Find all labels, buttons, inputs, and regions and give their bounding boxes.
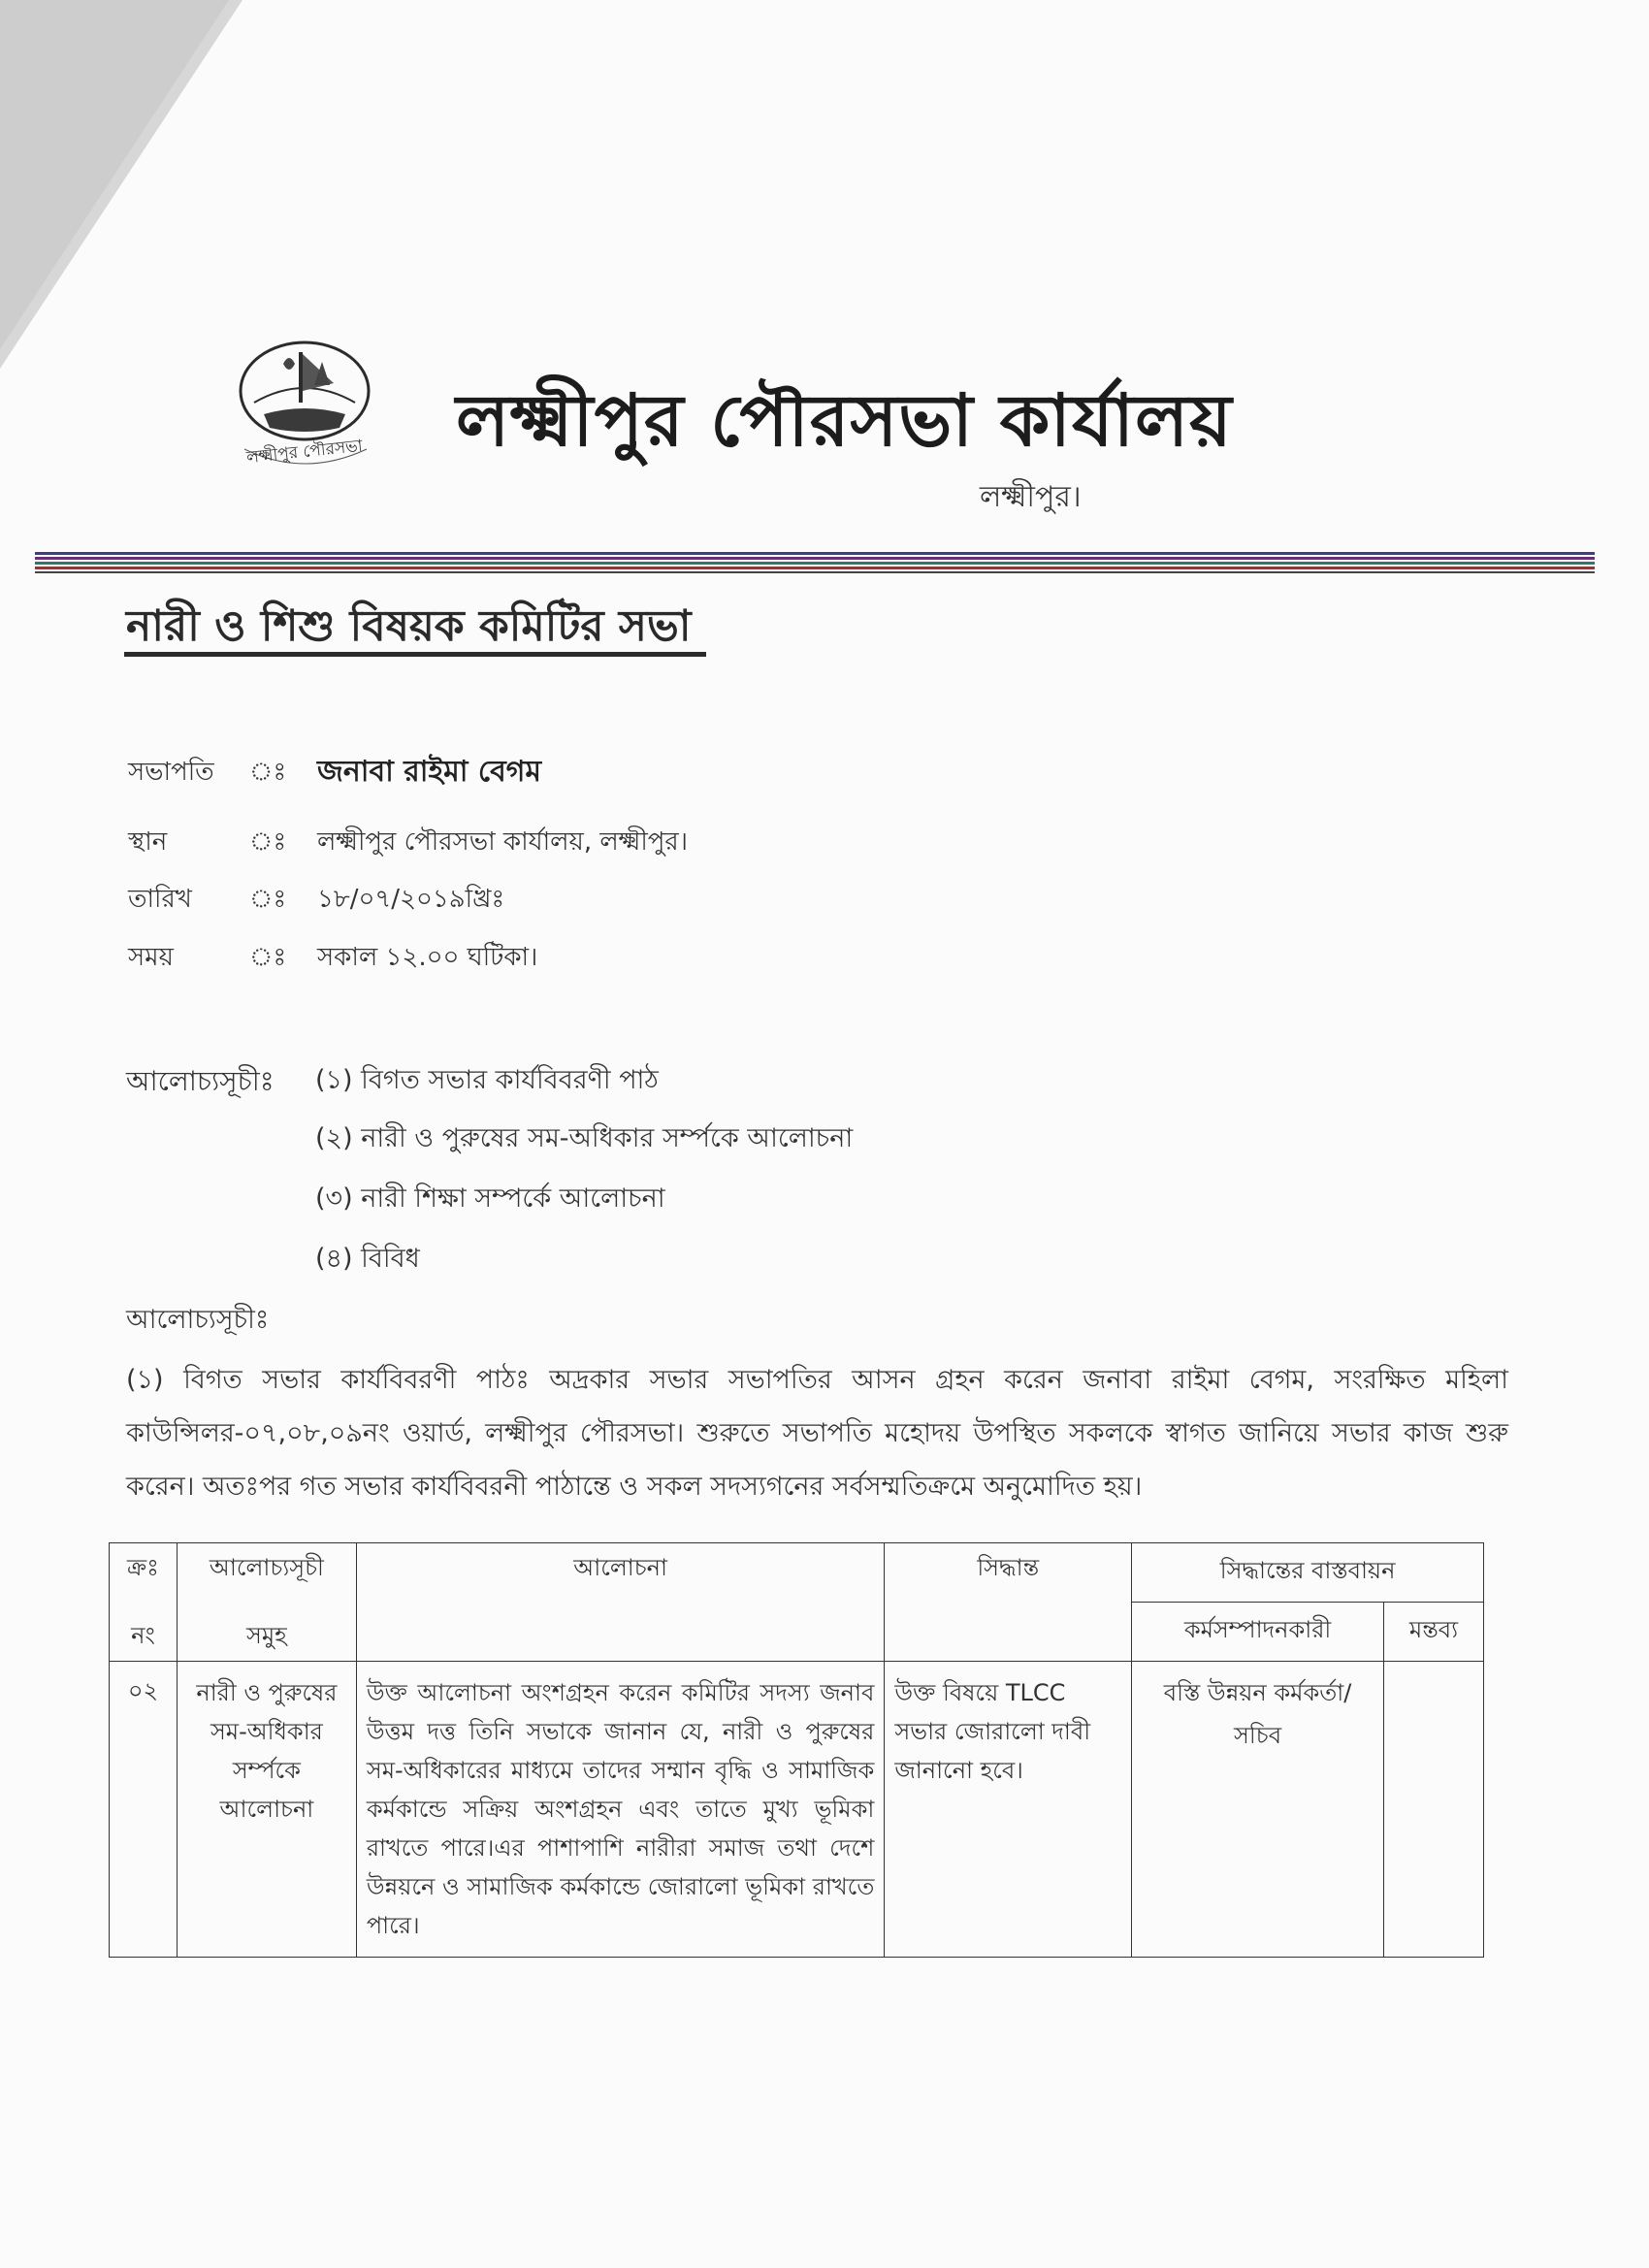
row-implementer bbox=[1132, 1662, 1384, 1958]
agenda-item-4: (৪) বিবিধ bbox=[315, 1244, 420, 1274]
header-serial-top: ক্রঃ bbox=[127, 1554, 159, 1581]
meeting-title: নারী ও শিশু বিষয়ক কমিটির সভা bbox=[126, 601, 692, 651]
minutes-paragraph: (১) বিগত সভার কার্যবিবরণী পাঠঃ অদ্রকার সভার সভাপতির আসন গ্রহন করেন জনাবা রাইমা বেগম, সংরক্ষিত মহিলা কাউন্সিলর-০৭,০৮,০৯নং ওয়ার্ড, লক্ষ্মীপুর পৌরসভা। শুরুতে সভাপতি মহোদয় উপস্থিত সকলকে স্বাগত জানিয়ে সভার কাজ শুরু করেন। অতঃপর গত সভার কার্যবিবরনী পাঠান্তে ও সকল সদস্যগনের সর্বসম্মতিক্রমে অনুমোদিত হয়। bbox=[126, 1365, 1508, 1502]
header-remarks: মন্তব্য bbox=[1384, 1603, 1484, 1662]
header-discussion bbox=[356, 1543, 884, 1662]
header-topic bbox=[177, 1543, 356, 1662]
time-value: সকাল ১২.০০ ঘটিকা। bbox=[317, 943, 538, 972]
discussion-label: আলোচ্যসূচীঃ bbox=[126, 1305, 270, 1335]
row-remarks bbox=[1384, 1662, 1484, 1958]
meeting-title-underline bbox=[124, 652, 706, 657]
header-serial-bottom: নং bbox=[131, 1622, 155, 1649]
agenda-item-2: (২) নারী ও পুরুষের সম-অধিকার সর্ম্পকে আলোচনা bbox=[315, 1123, 854, 1153]
row-topic: নারী ও পুরুষের সম-অধিকার সর্ম্পকে আলোচনা bbox=[177, 1662, 356, 1958]
table-header-row bbox=[110, 1543, 1484, 1603]
page-fold-shadow bbox=[0, 0, 229, 349]
header-serial bbox=[110, 1543, 178, 1662]
agenda-item-1: (১) বিগত সভার কার্যবিবরণী পাঠ bbox=[315, 1065, 659, 1095]
venue-label: স্থান bbox=[128, 827, 168, 857]
date-colon: ঃ bbox=[249, 885, 287, 914]
chairperson-label: সভাপতি bbox=[128, 758, 214, 787]
row-serial: ০২ bbox=[110, 1662, 178, 1958]
chairperson-colon: ঃ bbox=[249, 758, 287, 787]
header-topic-top: আলোচ্যসূচী bbox=[209, 1554, 324, 1581]
minutes-table bbox=[109, 1542, 1484, 1958]
chairperson-value: জনাবা রাইমা বেগম bbox=[317, 755, 542, 789]
date-label: তারিখ bbox=[128, 885, 192, 914]
municipality-logo bbox=[225, 335, 385, 480]
date-value: ১৮/০৭/২০১৯খ্রিঃ bbox=[317, 885, 505, 914]
header-implementation: সিদ্ধান্তের বাস্তবায়ন bbox=[1132, 1543, 1484, 1603]
row-discussion: উক্ত আলোচনা অংশগ্রহন করেন কমিটির সদস্য জনাব উত্তম দত্ত তিনি সভাকে জানান যে, নারী ও পুরুষের সম-অধিকারের মাধ্যমে তাদের সম্মান বৃদ্ধি ও সামাজিক কর্মকান্ডে সক্রিয় অংশগ্রহন এবং তাতে মুখ্য ভূমিকা রাখতে পারে।এর পাশাপাশি নারীরা সমাজ তথা দেশে উন্নয়নে ও সামাজিক কর্মকান্ডে জোরালো ভূমিকা রাখতে পারে। bbox=[356, 1662, 884, 1958]
header-implementer: কর্মসম্পাদনকারী bbox=[1132, 1603, 1384, 1662]
header-decision-label: সিদ্ধান্ত bbox=[977, 1554, 1040, 1581]
office-subtitle: লক্ষ্মীপুর। bbox=[980, 480, 1082, 514]
agenda-label: আলোচ্যসূচীঃ bbox=[126, 1065, 275, 1097]
office-title: লক্ষ্মীপুর পৌরসভা কার্যালয় bbox=[456, 379, 1233, 463]
agenda-item-3: (৩) নারী শিক্ষা সম্পর্কে আলোচনা bbox=[315, 1183, 665, 1214]
row-implementer-line2: সচিব bbox=[1234, 1722, 1282, 1749]
venue-value: লক্ষ্মীপুর পৌরসভা কার্যালয়, লক্ষ্মীপুর। bbox=[317, 827, 689, 857]
row-decision: উক্ত বিষয়ে TLCC সভার জোরালো দাবী জানানো হবে। bbox=[885, 1662, 1132, 1958]
table-row bbox=[110, 1662, 1484, 1958]
time-colon: ঃ bbox=[249, 943, 287, 972]
header-topic-bottom: সমুহ bbox=[246, 1622, 287, 1649]
venue-colon: ঃ bbox=[249, 827, 287, 857]
header-discussion-label: আলোচনা bbox=[573, 1554, 667, 1581]
header-decision bbox=[885, 1543, 1132, 1662]
logo-caption: লক্ষ্মীপুর পৌরসভা bbox=[245, 436, 364, 469]
row-implementer-line1: বস্তি উন্নয়ন কর্মকর্তা/ bbox=[1163, 1679, 1352, 1706]
time-label: সময় bbox=[128, 943, 174, 972]
